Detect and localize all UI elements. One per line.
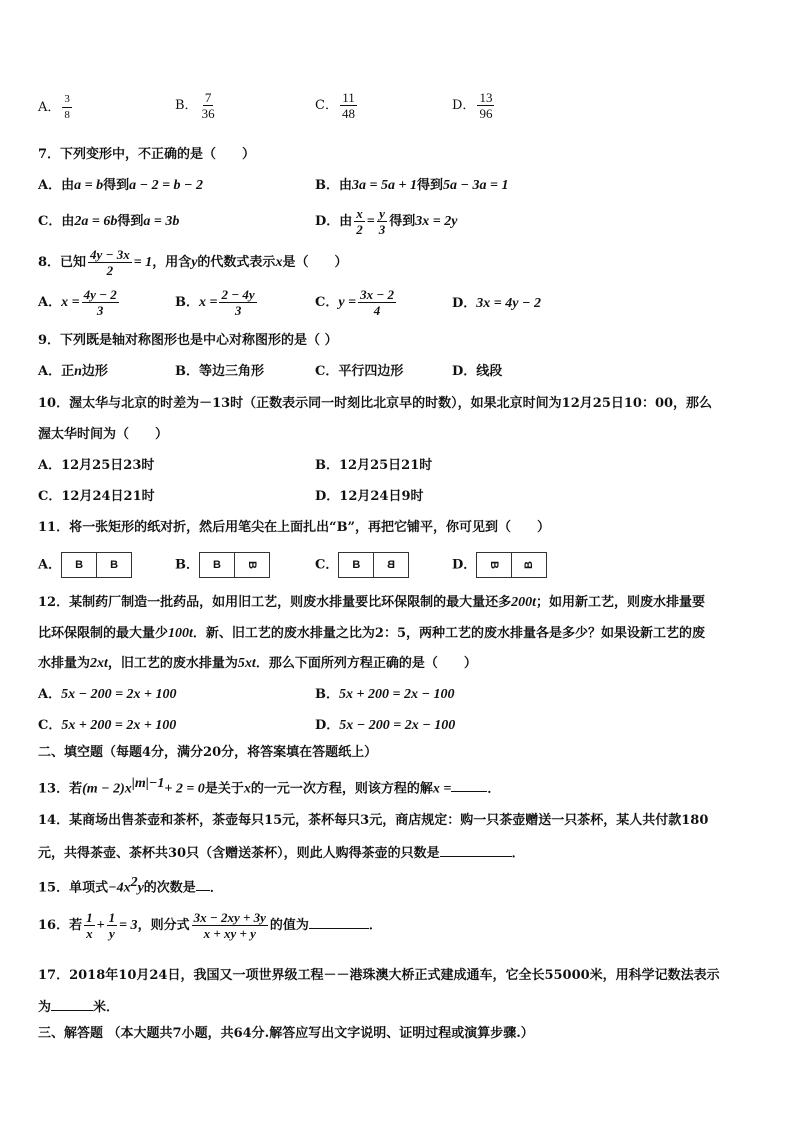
q15-answer-blank[interactable] (196, 878, 210, 891)
q7-option-c: C．由2a = 6b得到a = 3b (38, 214, 180, 229)
q12-stem-line2: 比环保限制的最大量少100t．新、旧工艺的废水排量之比为2：5，两种工艺的废水排量各是多少？如果设新工艺的废 (38, 626, 705, 641)
q10-option-d: D．12月24日9时 (315, 489, 424, 504)
q13-answer-blank[interactable] (451, 779, 487, 792)
q11-figure-a: B B (61, 552, 132, 578)
q6-option-a: A． $\frac{3}{8}$ (38, 93, 70, 121)
q10-option-a: A．12月25日23时 (38, 458, 155, 473)
q10-stem-line1: 10．渥太华与北京的时差为－13时（正数表示同一时刻比北京早的时数），如果北京时间为12月25日10：00，那么 (38, 396, 713, 411)
q11-option-b: B． B B (175, 552, 270, 578)
q11-figure-b: B B (199, 552, 270, 578)
q12-option-b: B．5x + 200 = 2x − 100 (315, 687, 455, 702)
q17-answer-blank[interactable] (51, 998, 93, 1011)
q9-option-a: A．正n边形 (38, 364, 108, 379)
q10-stem-line2: 渥太华时间为（ ） (38, 427, 169, 442)
q8-option-a: A．x = $\frac{4y - 2}{3}$ (38, 287, 117, 318)
q8-option-d: D．3x = 4y − 2 (452, 296, 541, 311)
q14-stem-line1: 14．某商场出售茶壶和茶杯，茶壶每只15元，茶杯每只3元，商店规定：购一只茶壶赠送一只茶杯，某人共付款180 (38, 813, 709, 828)
section-3-heading: 三、解答题 （本大题共7小题，共64分.解答应写出文字说明、证明过程或演算步骤.） (38, 1026, 534, 1041)
q9-option-c: C．平行四边形 (315, 364, 404, 379)
q12-stem-line3: 水排量为2xt，旧工艺的废水排量为5xt．那么下面所列方程正确的是（ ） (38, 656, 477, 671)
q9-option-b: B．等边三角形 (175, 364, 264, 379)
q10-option-c: C．12月24日21时 (38, 489, 155, 504)
q8-option-b: B．x = $\frac{2 - 4y}{3}$ (175, 287, 255, 318)
q7-option-b: B．由3a = 5a + 1得到5a − 3a = 1 (315, 178, 509, 193)
q16-stem: 16．若 $\frac{1}{x}$ + $\frac{1}{y}$ = 3，则分式 $\frac{3x - 2xy + 3y}{x + xy + y}$ 的值为 ． (38, 910, 382, 941)
q12-stem-line1: 12．某制药厂制造一批药品，如用旧工艺，则废水排量要比环保限制的最大量还多200t；如用新工艺，则废水排量要 (38, 595, 705, 610)
q11-stem: 11．将一张矩形的纸对折，然后用笔尖在上面扎出“B”，再把它铺平，你可见到（ ） (38, 520, 551, 535)
q13-stem: 13．若$(m - 2)x^{|m|-1}+ 2 = 0$是关于x的一元一次方程，则该方程的解x = ． (38, 776, 501, 797)
q7-option-d: D．由 $\frac{x}{2}$ = $\frac{y}{3}$ 得到3x = 2y (315, 206, 458, 237)
q8-stem: 8．已知 $\frac{4y - 3x}{2}$ = 1，用含y的代数式表示x是（ ） (38, 247, 348, 278)
q11-option-d: D． B B (452, 552, 547, 578)
q12-option-d: D．5x − 200 = 2x − 100 (315, 718, 456, 733)
q14-answer-blank[interactable] (440, 844, 512, 857)
q16-answer-blank[interactable] (309, 916, 369, 929)
section-2-heading: 二、填空题（每题4分，满分20分，将答案填在答题纸上） (38, 745, 378, 760)
q9-stem: 9．下列既是轴对称图形也是中心对称图形的是（ ） (38, 333, 338, 348)
q6-option-b: B． $\frac{7}{36}$ (175, 90, 215, 121)
q12-option-c: C．5x + 200 = 2x + 100 (38, 718, 177, 733)
q11-option-c: C． B B (315, 552, 409, 578)
q12-option-a: A．5x − 200 = 2x + 100 (38, 687, 177, 702)
q6-option-d: D． $\frac{13}{96}$ (452, 90, 493, 121)
q11-figure-d: B B (476, 552, 547, 578)
q14-stem-line2: 元，共得茶壶、茶杯共30只（含赠送茶杯），则此人购得茶壶的只数是 ． (38, 846, 525, 861)
q11-figure-c: B B (338, 552, 409, 578)
q9-option-d: D．线段 (452, 364, 503, 379)
q7-stem: 7．下列变形中，不正确的是（ ） (38, 147, 256, 162)
q17-stem-line2: 为 米． (38, 1000, 120, 1015)
q8-option-c: C．y = $\frac{3x - 2}{4}$ (315, 287, 394, 318)
q11-option-a: A． B B (38, 552, 132, 578)
q15-stem: 15．单项式$-4x^2y$的次数是 ． (38, 875, 223, 896)
q7-option-a: A．由a = b得到a − 2 = b − 2 (38, 178, 204, 193)
q17-stem-line1: 17．2018年10月24日，我国又一项世界级工程－－港珠澳大桥正式建成通车，它全长55000米，用科学记数法表示 (38, 968, 720, 983)
q6-option-c: C． $\frac{11}{48}$ (315, 90, 355, 121)
q10-option-b: B．12月25日21时 (315, 458, 433, 473)
